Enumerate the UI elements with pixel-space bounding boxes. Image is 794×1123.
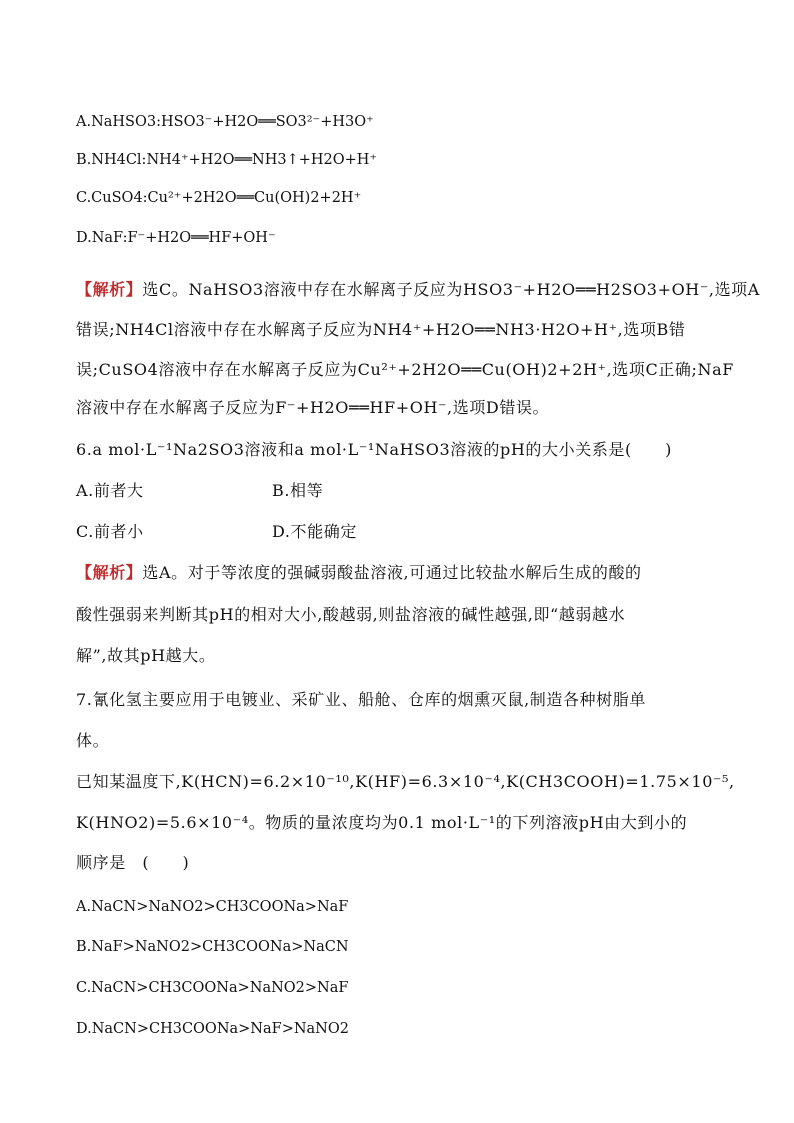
q7-option-b: B.NaF>NaNO2>CH3COONa>NaCN [76,939,349,955]
q6-option-a: A.前者大 [76,481,144,500]
q7-given-line2: K(HNO2)=5.6×10⁻⁴。物质的量浓度均为0.1 mol·L⁻¹的下列溶液pH由大到小的 [76,813,688,832]
q6-options-row1 [76,481,676,501]
q7-option-a: A.NaCN>NaNO2>CH3COONa>NaF [76,899,349,915]
q5-analysis-text1: 选C。NaHSO3溶液中存在水解离子反应为HSO3⁻+H2O══H2SO3+OH⁻,选项A [142,280,760,299]
q6-analysis-line1 [76,563,642,583]
q7-stem-line1: 7.氰化氢主要应用于电镀业、采矿业、船舱、仓库的烟熏灭鼠,制造各种树脂单 [76,690,646,709]
analysis-tag: 【解析】 [76,280,143,299]
q7-given-line1: 已知某温度下,K(HCN)=6.2×10⁻¹⁰,K(HF)=6.3×10⁻⁴,K(CH3COOH)=1.75×10⁻⁵, [76,772,735,791]
q7-stem-line2: 体。 [76,731,110,750]
q6-option-c: C.前者小 [76,522,144,541]
q5-analysis-line1 [76,280,760,300]
q5-option-a: A.NaHSO3:HSO3⁻+H2O══SO3²⁻+H3O⁺ [76,114,374,130]
q6-stem: 6.a mol·L⁻¹Na2SO3溶液和a mol·L⁻¹NaHSO3溶液的pH的大小关系是( ) [76,440,672,459]
analysis-tag: 【解析】 [76,563,143,582]
q7-given-line3: 顺序是 ( ) [76,853,190,872]
q5-analysis-line4: 溶液中存在水解离子反应为F⁻+H2O══HF+OH⁻,选项D错误。 [76,398,550,417]
q6-analysis-line2: 酸性强弱来判断其pH的相对大小,酸越弱,则盐溶液的碱性越强,即“越弱越水 [76,605,626,624]
q5-option-c: C.CuSO4:Cu²⁺+2H2O══Cu(OH)2+2H⁺ [76,190,362,206]
q5-option-d: D.NaF:F⁻+H2O══HF+OH⁻ [76,230,276,246]
q6-option-b: B.相等 [272,481,324,500]
q6-options-row2 [76,522,676,542]
q6-analysis-line3: 解”,故其pH越大。 [76,646,216,665]
q6-analysis-text1: 选A。对于等浓度的强碱弱酸盐溶液,可通过比较盐水解后生成的酸的 [142,563,642,582]
q5-analysis-line3: 误;CuSO4溶液中存在水解离子反应为Cu²⁺+2H2O══Cu(OH)2+2H⁺,选项C正确;NaF [76,360,734,379]
q6-option-d: D.不能确定 [272,522,357,541]
q7-option-c: C.NaCN>CH3COONa>NaNO2>NaF [76,980,349,996]
q5-analysis-line2: 错误;NH4Cl溶液中存在水解离子反应为NH4⁺+H2O══NH3·H2O+H⁺,选项B错 [76,320,686,339]
q5-option-b: B.NH4Cl:NH4⁺+H2O══NH3↑+H2O+H⁺ [76,152,378,168]
q7-option-d: D.NaCN>CH3COONa>NaF>NaNO2 [76,1021,349,1037]
